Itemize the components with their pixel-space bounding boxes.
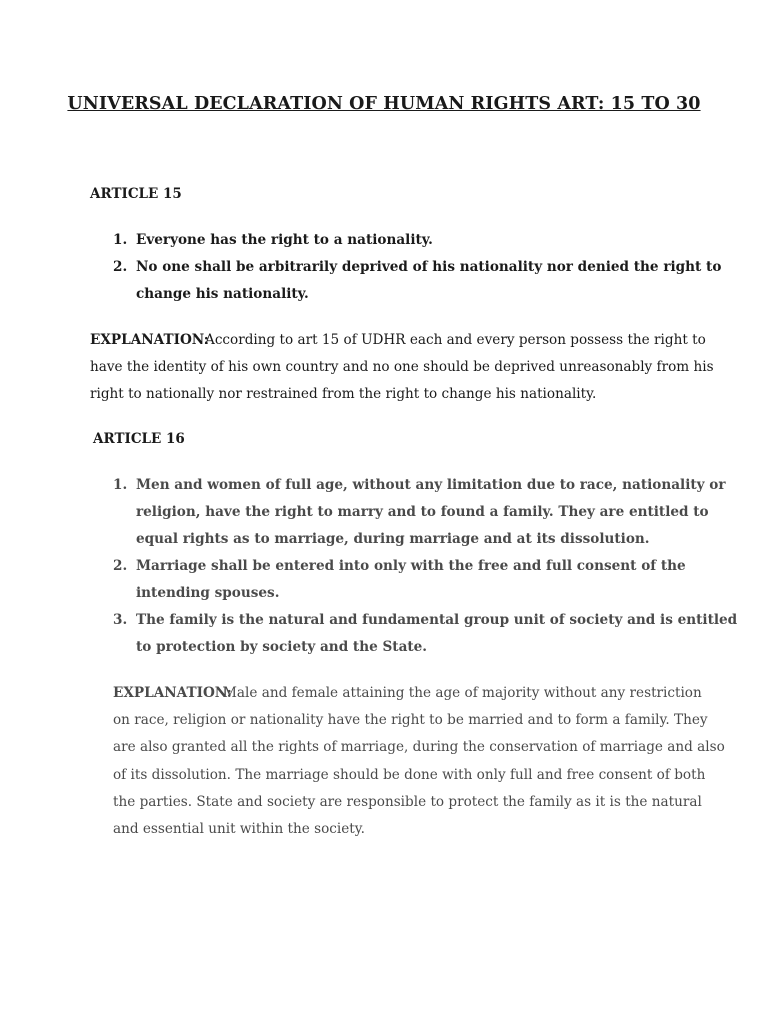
list-item-text: change his nationality. — [136, 286, 309, 302]
list-item-number: 1. — [113, 232, 128, 248]
explanation-line: are also granted all the rights of marriage, during the conservation of marriage and also — [113, 739, 725, 755]
list-item-text: The family is the natural and fundamental group unit of society and is entitled — [136, 612, 738, 628]
list-item-text: Marriage shall be entered into only with the free and full consent of the — [136, 558, 686, 574]
explanation-line: According to art 15 of UDHR each and every person possess the right to — [205, 332, 706, 348]
explanation-line: have the identity of his own country and no one should be deprived unreasonably from his — [90, 359, 714, 375]
explanation-label: EXPLANATION: — [113, 685, 232, 701]
explanation-line: of its dissolution. The marriage should be done with only full and free consent of both — [113, 767, 706, 783]
article-15-heading: ARTICLE 15 — [90, 186, 182, 202]
article-16-heading: ARTICLE 16 — [93, 431, 185, 447]
explanation-label: EXPLANATION: — [90, 332, 209, 348]
explanation-line: the parties. State and society are responsible to protect the family as it is the natural — [113, 794, 702, 810]
list-item-text: to protection by society and the State. — [136, 639, 428, 655]
list-item-number: 2. — [113, 558, 128, 574]
explanation-line: right to nationally nor restrained from the right to change his nationality. — [90, 386, 597, 402]
list-item-text: religion, have the right to marry and to found a family. They are entitled to — [136, 504, 709, 520]
list-item-number: 1. — [113, 477, 128, 493]
explanation-line: on race, religion or nationality have the right to be married and to form a family. They — [113, 712, 708, 728]
list-item-text: equal rights as to marriage, during marriage and at its dissolution. — [136, 531, 650, 547]
explanation-line: and essential unit within the society. — [113, 821, 365, 837]
list-item-text: No one shall be arbitrarily deprived of his nationality nor denied the right to — [136, 259, 722, 275]
document-title: UNIVERSAL DECLARATION OF HUMAN RIGHTS ART: 15 TO 30 — [67, 94, 701, 114]
list-item-text: intending spouses. — [136, 585, 280, 601]
list-item-number: 2. — [113, 259, 128, 275]
list-item-text: Men and women of full age, without any limitation due to race, nationality or — [136, 477, 726, 493]
list-item-text: Everyone has the right to a nationality. — [136, 232, 433, 248]
list-item-number: 3. — [113, 612, 128, 628]
explanation-line: Male and female attaining the age of majority without any restriction — [223, 685, 702, 701]
